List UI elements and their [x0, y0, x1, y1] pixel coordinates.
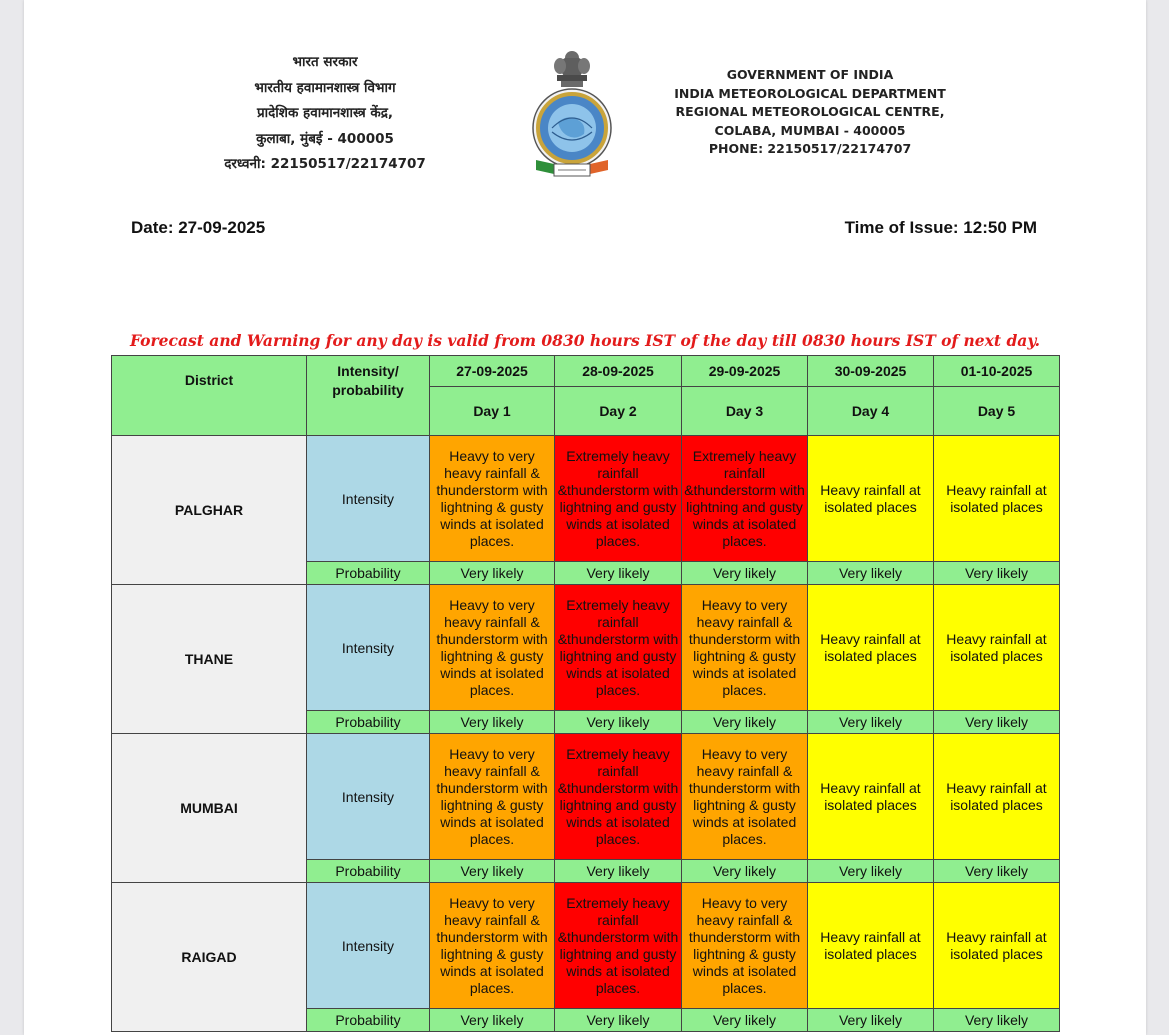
date-header: 30-09-2025	[808, 356, 934, 387]
intensity-cell: Heavy rainfall at isolated places	[934, 585, 1060, 711]
probability-cell: Very likely	[808, 562, 934, 585]
forecast-table	[111, 355, 1060, 1032]
probability-cell: Very likely	[808, 860, 934, 883]
intensity-cell: Extremely heavy rainfall &thunderstorm with lightning and gusty winds at isolated places.	[555, 883, 682, 1009]
validity-notice: Forecast and Warning for any day is valid from 0830 hours IST of the day till 0830 hours IST of next day.	[130, 331, 1040, 350]
intensity-cell: Heavy to very heavy rainfall & thunderstorm with lightning & gusty winds at isolated places.	[430, 436, 555, 562]
day-header: Day 4	[808, 387, 934, 436]
ip-header-line: probability	[332, 382, 404, 398]
probability-cell: Very likely	[808, 711, 934, 734]
probability-cell: Very likely	[934, 562, 1060, 585]
intensity-label: Intensity	[307, 436, 430, 562]
hindi-line: कुलाबा, मुंबई - 400005	[256, 130, 394, 147]
intensity-cell: Heavy rainfall at isolated places	[934, 436, 1060, 562]
probability-cell: Very likely	[555, 1009, 682, 1032]
day-header: Day 2	[555, 387, 682, 436]
english-letterhead	[660, 66, 960, 159]
ip-header-line: Intensity/	[337, 363, 399, 379]
probability-cell: Very likely	[430, 1009, 555, 1032]
intensity-cell: Heavy rainfall at isolated places	[808, 585, 934, 711]
intensity-cell: Heavy to very heavy rainfall & thunderstorm with lightning & gusty winds at isolated places.	[430, 585, 555, 711]
intensity-cell: Heavy to very heavy rainfall & thunderstorm with lightning & gusty winds at isolated places.	[682, 734, 808, 860]
intensity-cell: Heavy to very heavy rainfall & thunderstorm with lightning & gusty winds at isolated places.	[682, 585, 808, 711]
date-header: 01-10-2025	[934, 356, 1060, 387]
probability-cell: Very likely	[430, 860, 555, 883]
day-header: Day 1	[430, 387, 555, 436]
globe-emblem-icon	[533, 89, 611, 167]
intensity-row	[112, 585, 1060, 711]
lion-capital-icon	[554, 51, 590, 87]
english-line: REGIONAL METEOROLOGICAL CENTRE,	[675, 104, 945, 120]
date-header: 29-09-2025	[682, 356, 808, 387]
intensity-probability-header	[307, 356, 430, 436]
intensity-cell: Heavy rainfall at isolated places	[808, 734, 934, 860]
probability-label: Probability	[307, 860, 430, 883]
date-header: 27-09-2025	[430, 356, 555, 387]
intensity-cell: Extremely heavy rainfall &thunderstorm with lightning and gusty winds at isolated places.	[555, 436, 682, 562]
probability-cell: Very likely	[555, 860, 682, 883]
probability-cell: Very likely	[808, 1009, 934, 1032]
district-name: MUMBAI	[112, 734, 307, 883]
imd-emblem-logo	[524, 48, 620, 182]
hindi-letterhead	[210, 50, 440, 178]
hindi-line: प्रादेशिक हवामानशास्त्र केंद्र,	[256, 105, 394, 121]
intensity-cell: Extremely heavy rainfall &thunderstorm with lightning and gusty winds at isolated places.	[682, 436, 808, 562]
probability-cell: Very likely	[430, 562, 555, 585]
issue-date: Date: 27-09-2025	[131, 218, 266, 237]
probability-cell: Very likely	[934, 711, 1060, 734]
intensity-cell: Heavy rainfall at isolated places	[808, 436, 934, 562]
intensity-cell: Heavy rainfall at isolated places	[934, 883, 1060, 1009]
day-header: Day 5	[934, 387, 1060, 436]
header-row-dates	[112, 356, 1060, 387]
district-header: District	[112, 356, 307, 436]
english-line: INDIA METEOROLOGICAL DEPARTMENT	[674, 85, 946, 101]
intensity-cell: Heavy rainfall at isolated places	[934, 734, 1060, 860]
day-header: Day 3	[682, 387, 808, 436]
intensity-row	[112, 436, 1060, 562]
intensity-row	[112, 883, 1060, 1009]
intensity-cell: Heavy rainfall at isolated places	[808, 883, 934, 1009]
date-header: 28-09-2025	[555, 356, 682, 387]
probability-cell: Very likely	[934, 860, 1060, 883]
hindi-line: दरध्वनी: 22150517/22174707	[224, 156, 426, 172]
english-line: COLABA, MUMBAI - 400005	[714, 122, 906, 138]
district-name: PALGHAR	[112, 436, 307, 585]
intensity-label: Intensity	[307, 883, 430, 1009]
probability-cell: Very likely	[430, 711, 555, 734]
intensity-cell: Extremely heavy rainfall &thunderstorm with lightning and gusty winds at isolated places.	[555, 585, 682, 711]
intensity-cell: Heavy to very heavy rainfall & thunderstorm with lightning & gusty winds at isolated places.	[430, 734, 555, 860]
probability-cell: Very likely	[682, 1009, 808, 1032]
intensity-row	[112, 734, 1060, 860]
probability-label: Probability	[307, 1009, 430, 1032]
probability-label: Probability	[307, 562, 430, 585]
probability-cell: Very likely	[682, 562, 808, 585]
probability-cell: Very likely	[682, 860, 808, 883]
probability-cell: Very likely	[555, 711, 682, 734]
intensity-label: Intensity	[307, 585, 430, 711]
district-name: RAIGAD	[112, 883, 307, 1032]
probability-cell: Very likely	[555, 562, 682, 585]
intensity-cell: Heavy to very heavy rainfall & thunderstorm with lightning & gusty winds at isolated places.	[682, 883, 808, 1009]
district-name: THANE	[112, 585, 307, 734]
intensity-cell: Heavy to very heavy rainfall & thunderstorm with lightning & gusty winds at isolated places.	[430, 883, 555, 1009]
intensity-cell: Extremely heavy rainfall &thunderstorm with lightning and gusty winds at isolated places.	[555, 734, 682, 860]
probability-cell: Very likely	[682, 711, 808, 734]
issue-time: Time of Issue: 12:50 PM	[844, 218, 1037, 237]
hindi-line: भारत सरकार	[292, 54, 358, 70]
probability-cell: Very likely	[934, 1009, 1060, 1032]
hindi-line: भारतीय हवामानशास्त्र विभाग	[254, 79, 396, 96]
english-line: GOVERNMENT OF INDIA	[726, 67, 894, 82]
english-line: PHONE: 22150517/22174707	[708, 141, 912, 157]
probability-label: Probability	[307, 711, 430, 734]
intensity-label: Intensity	[307, 734, 430, 860]
